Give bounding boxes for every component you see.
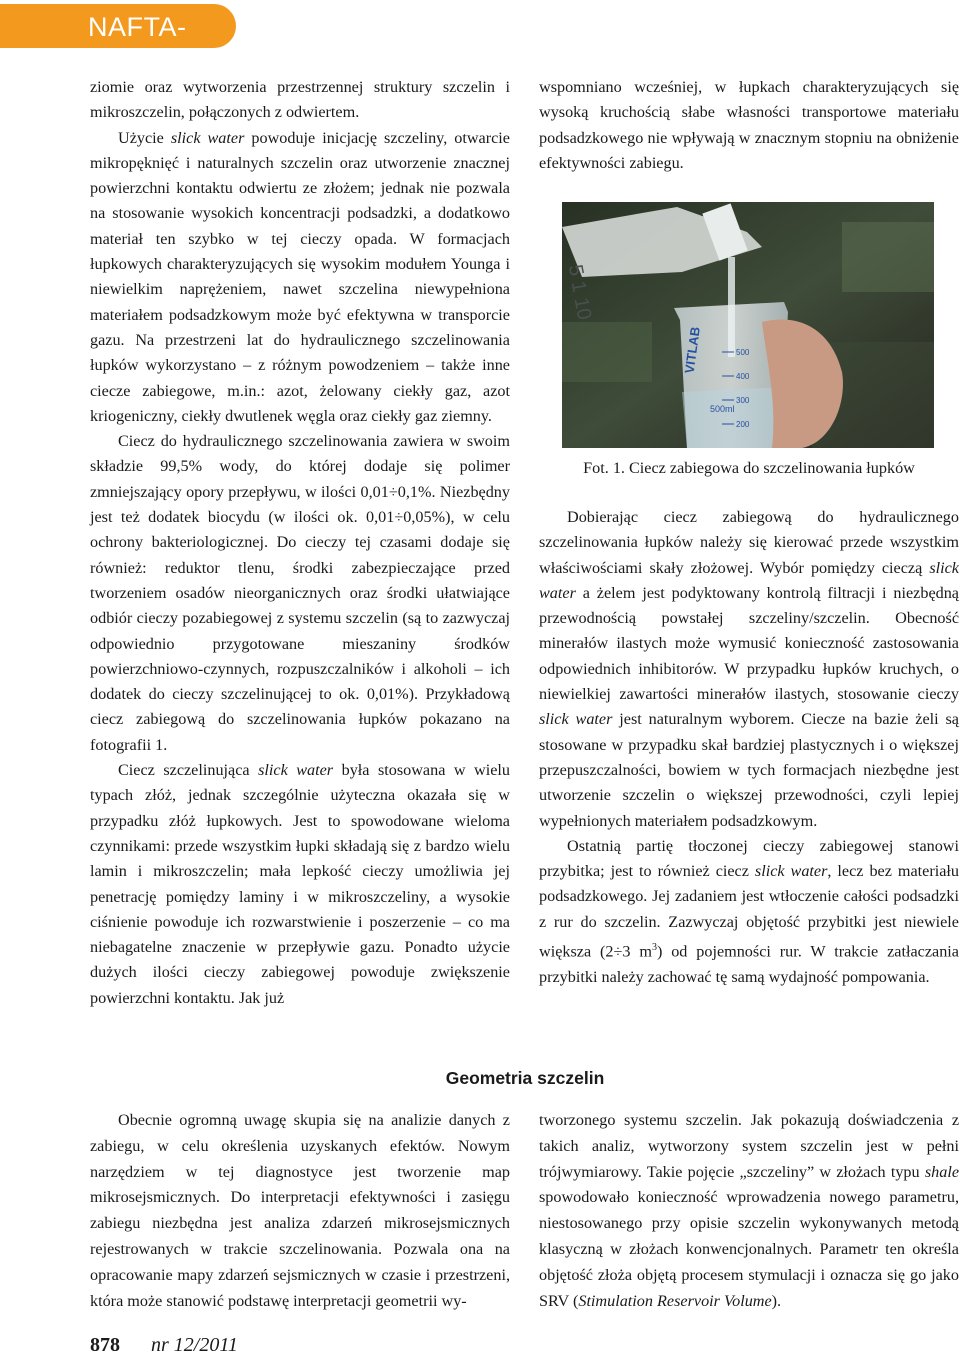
water-fill [682, 387, 782, 448]
beaker-brand: VITLAB [681, 325, 703, 375]
paragraph: Obecnie ogromną uwagę skupia się na analizie danych z zabiegu, w celu określenia uzyskanych efektów. Nowym narzędziem w tej diagnostyce jest tworzenie map mikrosejsmicznych. Do interpretacji efektywności i zasięgu zabiegu niezbędna jest analiza zdarzeń mikrosejsmicznych rejestrowanych w trakcie szczelinowania. Pozwala ona na opracowanie mapy zdarzeń sejsmicznych w czasie i przestrzeni, która może stanowić podstawę interpretacji geometrii wy- [90, 1111, 510, 1310]
section-right-column [539, 1108, 959, 1314]
paragraph: ziomie oraz wytworzenia przestrzennej struktury szczelin i mikroszczelin, połączonych z odwiertem. [90, 78, 510, 122]
page-number: 878 [90, 1334, 120, 1356]
bottle-text: 5 1 10 [563, 262, 596, 322]
page-footer [90, 1334, 238, 1357]
section-left-column [90, 1108, 510, 1314]
figure-caption: Fot. 1. Ciecz zabiegowa do szczelinowania łupków [583, 459, 915, 477]
paragraph: wspomniano wcześniej, w łupkach charakteryzujących się wysoką kruchością słabe własności transportowe materiału podsadzkowego nie wpływają w znacznym stopniu na obniżenie efektywności zabiegu. [539, 78, 959, 172]
paragraph: tworzonego systemu szczelin. Jak pokazują doświadczenia z takich analiz, wytworzony system szczelin jest w pełni trójwymiarowy. Takie pojęcie „szczeliny” w złożach typu shale spowodowało konieczność wprowadzenia nowego parametru, niestosowanego przy opisie szczelin wykonywanych metodą klasyczną w złożach konwencjonalnych. Parametr ten określa objętość złoża objętą procesem stymulacji i oznacza się go jako SRV (Stimulation Reservoir Volume). [539, 1111, 959, 1310]
right-column-main [539, 505, 959, 990]
paragraph: Ciecz do hydraulicznego szczelinowania zawiera w swoim składzie 99,5% wody, do której dodaje się polimer zmniejszający opory przepływu, w ilości 0,01÷0,1%. Niezbędny jest też dodatek biocydu (w ilości ok. 0,01÷0,05%), w celu ochrony bakteriologicznej. Do cieczy tej czasami dodaje się również: reduktor tlenu, środki zabezpieczające przed tworzeniem osadów nieorganicznych oraz środki ułatwiające odbiór cieczy pozabiegowej z systemu szczelin (są to zazwyczaj odpowiednio przygotowane mieszaniny środków powierzchniowo-czynnych, rozpuszczalników i alkoholi – ich dodatek do cieczy szczelinującej to ok. 0,01%). Przykładową ciecz zabiegową do szczelinowania łupków pokazano na fotografii 1. [90, 432, 510, 754]
photo-illustration [562, 202, 934, 448]
paragraph: Dobierając ciecz zabiegową do hydraulicznego szczelinowania łupków należy się kierować przede wszystkim właściwościami skały złożowej. Wybór pomiędzy cieczą slick water a żelem jest podyktowany kontrolą filtracji i niezbędną przewodnością powstałej szczeliny/szczelin. Obecność minerałów ilastych może wymusić konieczność zastosowania odpowiednich inhibitorów. W przypadku łupków kruchych, o niewielkiej zawartości minerałów ilastych, stosowanie cieczy slick water jest naturalnym wyborem. Ciecze na bazie żeli są stosowane w przypadku skał bardziej plastycznych i o większej przepuszczalności, bowiem w tych formacjach niezbędne jest utworzenie szczelin o większej przewodności, czyli lepiej wypełnionych materiałem podsadzkowym. [539, 508, 959, 830]
issue-number: nr 12/2011 [151, 1334, 238, 1356]
journal-masthead [0, 4, 236, 73]
right-column-top [539, 75, 959, 176]
photo-fracturing-fluid [562, 202, 934, 448]
paragraph: Użycie slick water powoduje inicjację szczeliny, otwarcie mikropęknięć i naturalnych szczelin oraz utworzenie znacznej powierzchni kontaktu odwiertu ze złożem; jednak nie pozwala na stosowanie wysokich koncentracji podsadzki, a dodatkowo materiał ten szybko w tej cieczy opada. W formacjach łupkowych charakteryzujących się wysokim modułem Younga i niewielkim naprężeniem, nawet szczelina niewypełniona materiałem podsadzkowym może być efektywna w transporcie gazu. Na przestrzeni lat do hydraulicznego szczelinowania łupków wykorzystano – z różnym powodzeniem – także inne ciecze zabiegowe, m.in.: azot, żelowany ciekły gaz, azot kriogeniczny, ciekły dwutlenek węgla oraz ciekły gaz ziemny. [90, 128, 510, 425]
paragraph: Ciecz szczelinująca slick water była stosowana w wielu typach złóż, jednak szczególnie użyteczna okazała się w przypadku złóż łupkowych. Jest to spowodowane wieloma czynnikami: przede wszystkim łupki składają się z bardzo wielu lamin i mikroszczelin; mała lepkość cieczy umożliwia jej penetrację pomiędzy laminy i w mikroszczeliny, a wysokie ciśnienie powoduje ich rozwarstwienie i poszerzenie – co ma niebagatelne znaczenie w przepływie gazu. Ponadto użycie dużych ilości cieczy zabiegowej powoduje zwiększenie powierzchni kontaktu. Jak już [90, 761, 511, 1007]
section-heading: Geometria szczelin [445, 1068, 605, 1088]
mark-500: 500 [736, 348, 750, 357]
mark-200: 200 [736, 420, 750, 429]
paragraph: Ostatnią partię tłoczonej cieczy zabiegowej stanowi przybitka; jest to również ciecz slick water, lecz bez materiału podsadzkowego. Jej zadaniem jest wtłoczenie całości podsadzki z rur do szczelin. Zazwyczaj objętość przybitki jest niewiele większa (2÷3 $m^3$) od pojemności rur. W trakcie zatłaczania przybitki należy zachować tę samą wydajność pompowania. [539, 836, 960, 986]
journal-title: NAFTA-GAZ [88, 12, 187, 73]
left-column [90, 75, 510, 1011]
beaker-volume: 500ml [710, 404, 735, 414]
mark-300: 300 [736, 396, 750, 405]
mark-400: 400 [736, 372, 750, 381]
